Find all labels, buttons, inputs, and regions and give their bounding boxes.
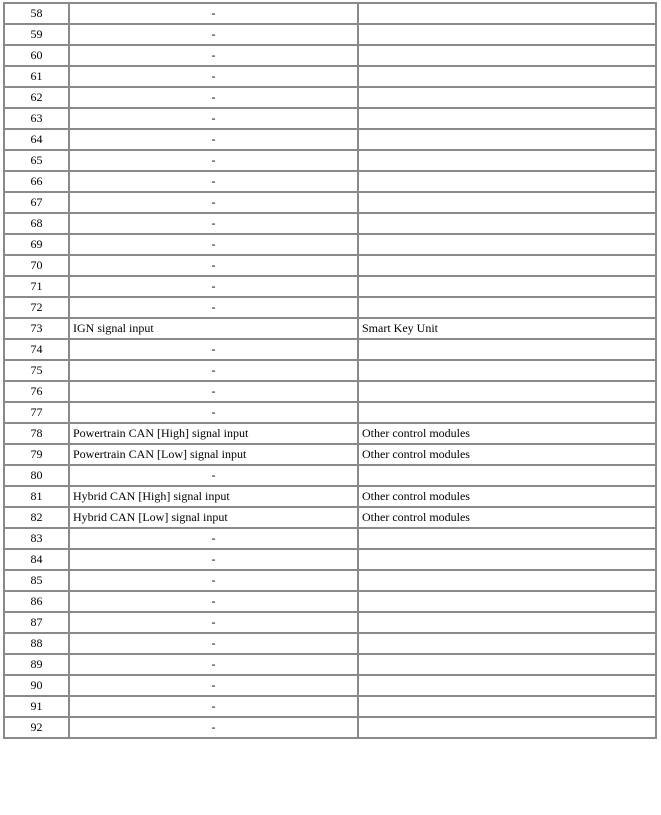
pin-connected-component-cell: [358, 24, 656, 45]
pin-number-cell: 74: [4, 339, 69, 360]
pin-description-cell: -: [69, 297, 358, 318]
pin-description-cell: -: [69, 717, 358, 738]
pin-connected-component-cell: [358, 150, 656, 171]
pin-number-cell: 73: [4, 318, 69, 339]
pin-description-cell: -: [69, 150, 358, 171]
pin-description-cell: Hybrid CAN [Low] signal input: [69, 507, 358, 528]
pin-connected-component-cell: [358, 276, 656, 297]
pin-connected-component-cell: [358, 108, 656, 129]
table-row: [4, 108, 656, 129]
table-row: [4, 381, 656, 402]
table-row: [4, 3, 656, 24]
table-row: [4, 276, 656, 297]
table-row: [4, 612, 656, 633]
pin-connected-component-cell: [358, 675, 656, 696]
pin-number-cell: 66: [4, 171, 69, 192]
pin-number-cell: 92: [4, 717, 69, 738]
table-row: [4, 570, 656, 591]
pin-connected-component-cell: [358, 696, 656, 717]
pin-connected-component-cell: [358, 213, 656, 234]
pin-description-cell: -: [69, 45, 358, 66]
pin-connected-component-cell: [358, 654, 656, 675]
pin-connected-component-cell: [358, 528, 656, 549]
pin-connected-component-cell: [358, 129, 656, 150]
pin-connected-component-cell: [358, 297, 656, 318]
pin-number-cell: 89: [4, 654, 69, 675]
table-row: [4, 633, 656, 654]
pin-number-cell: 60: [4, 45, 69, 66]
pin-description-cell: -: [69, 612, 358, 633]
pin-number-cell: 84: [4, 549, 69, 570]
table-row: [4, 549, 656, 570]
pin-number-cell: 76: [4, 381, 69, 402]
table-row: [4, 402, 656, 423]
table-row: [4, 654, 656, 675]
pin-description-cell: Hybrid CAN [High] signal input: [69, 486, 358, 507]
pin-connected-component-cell: Smart Key Unit: [358, 318, 656, 339]
table-row: [4, 192, 656, 213]
pin-number-cell: 64: [4, 129, 69, 150]
pin-connected-component-cell: [358, 402, 656, 423]
pin-description-cell: -: [69, 255, 358, 276]
pin-number-cell: 61: [4, 66, 69, 87]
table-row: [4, 696, 656, 717]
pin-number-cell: 91: [4, 696, 69, 717]
pin-connected-component-cell: [358, 591, 656, 612]
pin-number-cell: 68: [4, 213, 69, 234]
table-row: [4, 234, 656, 255]
pin-connected-component-cell: Other control modules: [358, 486, 656, 507]
pin-description-cell: -: [69, 108, 358, 129]
pin-number-cell: 85: [4, 570, 69, 591]
pin-connected-component-cell: [358, 633, 656, 654]
pin-description-cell: -: [69, 675, 358, 696]
pin-connected-component-cell: [358, 465, 656, 486]
pin-number-cell: 81: [4, 486, 69, 507]
pin-description-cell: -: [69, 528, 358, 549]
pin-number-cell: 75: [4, 360, 69, 381]
pin-number-cell: 63: [4, 108, 69, 129]
pin-connected-component-cell: [358, 717, 656, 738]
pin-description-cell: -: [69, 192, 358, 213]
pin-connected-component-cell: Other control modules: [358, 444, 656, 465]
pin-number-cell: 69: [4, 234, 69, 255]
pin-description-cell: -: [69, 213, 358, 234]
pin-number-cell: 58: [4, 3, 69, 24]
pin-number-cell: 82: [4, 507, 69, 528]
pin-description-cell: Powertrain CAN [Low] signal input: [69, 444, 358, 465]
table-row: [4, 87, 656, 108]
pin-connected-component-cell: [358, 570, 656, 591]
pin-connected-component-cell: Other control modules: [358, 423, 656, 444]
table-row: [4, 318, 656, 339]
table-row: [4, 717, 656, 738]
pin-number-cell: 79: [4, 444, 69, 465]
table-row: [4, 24, 656, 45]
table-row: [4, 171, 656, 192]
pin-number-cell: 90: [4, 675, 69, 696]
pin-description-cell: -: [69, 633, 358, 654]
pin-description-cell: -: [69, 234, 358, 255]
pin-number-cell: 86: [4, 591, 69, 612]
pin-description-cell: IGN signal input: [69, 318, 358, 339]
table-row: [4, 339, 656, 360]
pin-connected-component-cell: [358, 549, 656, 570]
pin-connected-component-cell: [358, 612, 656, 633]
table-row: [4, 423, 656, 444]
pin-description-cell: -: [69, 570, 358, 591]
pin-description-cell: -: [69, 654, 358, 675]
pin-number-cell: 67: [4, 192, 69, 213]
pin-connected-component-cell: [358, 192, 656, 213]
pin-connected-component-cell: [358, 339, 656, 360]
pin-description-cell: -: [69, 276, 358, 297]
pin-connected-component-cell: [358, 234, 656, 255]
pin-description-cell: Powertrain CAN [High] signal input: [69, 423, 358, 444]
table-row: [4, 486, 656, 507]
pin-connected-component-cell: [358, 360, 656, 381]
pin-number-cell: 78: [4, 423, 69, 444]
table-row: [4, 66, 656, 87]
pin-number-cell: 65: [4, 150, 69, 171]
pin-number-cell: 77: [4, 402, 69, 423]
pin-description-table: [3, 2, 657, 739]
table-row: [4, 150, 656, 171]
pin-number-cell: 80: [4, 465, 69, 486]
pin-description-cell: -: [69, 402, 358, 423]
table-row: [4, 129, 656, 150]
pin-description-cell: -: [69, 465, 358, 486]
pin-connected-component-cell: [358, 171, 656, 192]
pin-connected-component-cell: [358, 87, 656, 108]
pin-description-cell: -: [69, 171, 358, 192]
pin-number-cell: 71: [4, 276, 69, 297]
table-row: [4, 255, 656, 276]
pin-number-cell: 70: [4, 255, 69, 276]
table-row: [4, 507, 656, 528]
pin-connected-component-cell: [358, 3, 656, 24]
pin-number-cell: 83: [4, 528, 69, 549]
pin-description-cell: -: [69, 24, 358, 45]
pin-description-cell: -: [69, 591, 358, 612]
table-row: [4, 213, 656, 234]
table-row: [4, 444, 656, 465]
pin-number-cell: 62: [4, 87, 69, 108]
pin-description-cell: -: [69, 3, 358, 24]
table-row: [4, 45, 656, 66]
pin-description-cell: -: [69, 549, 358, 570]
pin-description-cell: -: [69, 360, 358, 381]
pin-description-cell: -: [69, 129, 358, 150]
pin-connected-component-cell: Other control modules: [358, 507, 656, 528]
pin-connected-component-cell: [358, 66, 656, 87]
pin-connected-component-cell: [358, 45, 656, 66]
table-row: [4, 528, 656, 549]
pin-description-cell: -: [69, 87, 358, 108]
table-row: [4, 465, 656, 486]
pin-number-cell: 59: [4, 24, 69, 45]
pin-description-cell: -: [69, 66, 358, 87]
table-row: [4, 360, 656, 381]
table-row: [4, 297, 656, 318]
pin-number-cell: 87: [4, 612, 69, 633]
pin-description-cell: -: [69, 381, 358, 402]
pin-description-cell: -: [69, 339, 358, 360]
pin-table-body: [4, 3, 656, 738]
pin-number-cell: 72: [4, 297, 69, 318]
pin-description-cell: -: [69, 696, 358, 717]
pin-number-cell: 88: [4, 633, 69, 654]
table-row: [4, 591, 656, 612]
pin-connected-component-cell: [358, 381, 656, 402]
table-row: [4, 675, 656, 696]
pin-connected-component-cell: [358, 255, 656, 276]
